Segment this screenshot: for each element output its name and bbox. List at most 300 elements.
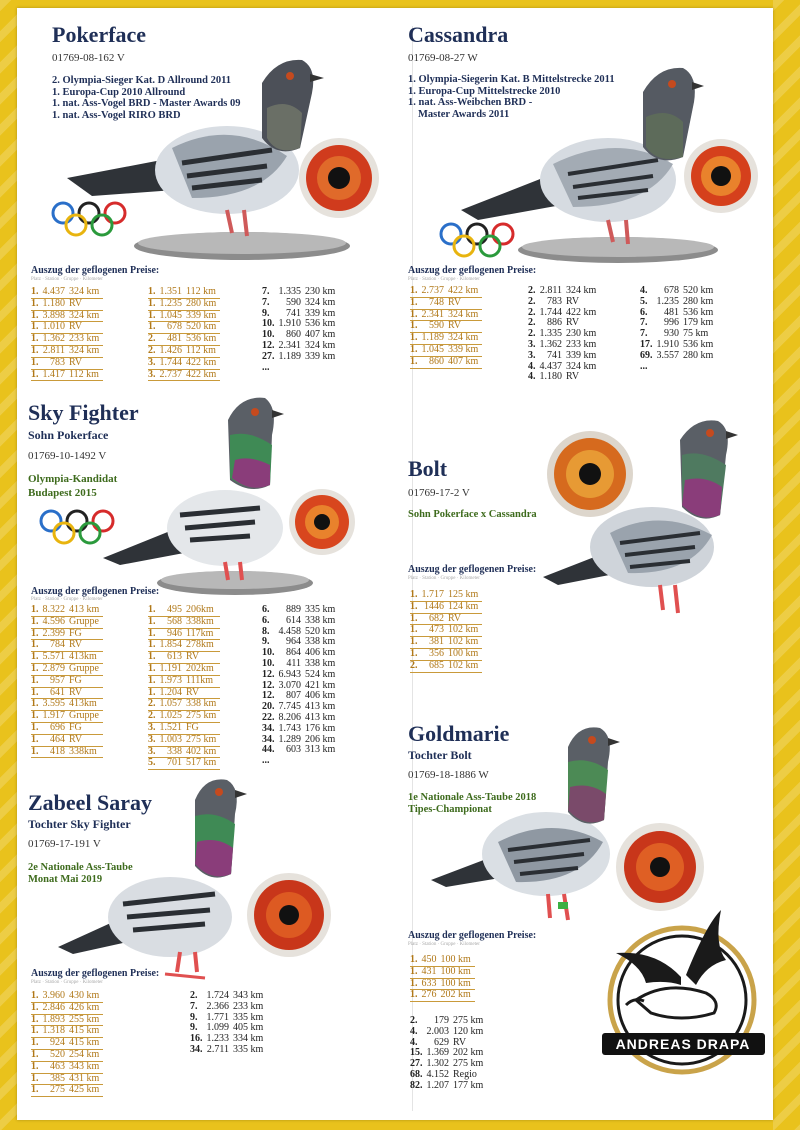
result-place: 1. xyxy=(148,663,160,675)
result-distance: 421 km xyxy=(305,679,336,691)
pigeon-name-sky-fighter: Sky Fighter xyxy=(28,400,139,425)
eye-photo-zabeel-saray xyxy=(246,872,332,958)
result-row xyxy=(31,1002,103,1014)
result-distance: 426 km xyxy=(69,1002,103,1014)
result-distance: 280 km xyxy=(683,295,714,307)
result-distance: 422 km xyxy=(448,286,482,297)
result-distance: 406 km xyxy=(305,647,336,659)
result-place: 1. xyxy=(31,675,43,687)
result-distance: 425 km xyxy=(69,1085,103,1097)
achievement-line: Monat Mai 2019 xyxy=(28,873,103,885)
result-row xyxy=(148,663,220,675)
result-distance: 338 km xyxy=(305,657,336,669)
result-row xyxy=(410,590,482,601)
result-birds: 1.744 xyxy=(160,357,187,369)
result-row xyxy=(31,310,103,322)
pigeon-photo-goldmarie xyxy=(428,722,638,934)
results-heading: Auszug der geflogenen Preise: xyxy=(31,265,160,276)
ring-number-zabeel-saray: 01769-17-191 V xyxy=(28,838,101,850)
result-row xyxy=(148,616,220,628)
pigeon-name-bolt: Bolt xyxy=(408,456,448,481)
result-place: 1. xyxy=(410,344,422,356)
result-distance: 520 km xyxy=(186,322,220,334)
result-birds: 1.025 xyxy=(160,711,187,723)
result-birds: 1.744 xyxy=(539,306,562,318)
results-table-zabeel-saray-1 xyxy=(31,991,103,1097)
result-distance xyxy=(305,363,339,374)
result-birds: 4.152 xyxy=(426,1068,449,1080)
result-distance: RV xyxy=(69,640,103,652)
result-birds: 1.045 xyxy=(160,310,187,322)
result-distance: 275 km xyxy=(186,711,220,723)
result-distance: 413km xyxy=(69,652,103,664)
result-distance: FG xyxy=(186,722,220,734)
achievement-line: Master Awards 2011 xyxy=(418,108,510,120)
result-distance: 430 km xyxy=(69,991,103,1002)
gold-pattern-right xyxy=(773,0,800,1130)
result-distance: 280 km xyxy=(186,298,220,310)
result-row xyxy=(31,687,103,699)
result-row xyxy=(148,628,220,640)
result-place: 2. xyxy=(528,285,536,296)
pigeon-photo-zabeel-saray xyxy=(55,772,260,987)
result-row xyxy=(410,955,475,966)
result-row xyxy=(31,357,103,369)
result-distance: 405 km xyxy=(233,1022,264,1034)
result-place: 1. xyxy=(31,1049,43,1061)
achievement-line: 2. Olympia-Sieger Kat. D Allround 2011 xyxy=(52,75,232,86)
result-place: 1. xyxy=(410,637,422,649)
result-birds: 520 xyxy=(43,1049,70,1061)
result-distance: 339 km xyxy=(448,344,482,356)
result-birds: 807 xyxy=(286,690,301,702)
result-row xyxy=(31,1061,103,1073)
result-distance: 313 km xyxy=(305,744,336,756)
result-row xyxy=(31,711,103,723)
result-birds: 996 xyxy=(664,317,679,329)
result-row xyxy=(31,699,103,711)
result-place: 1. xyxy=(410,990,422,1002)
result-place: 1. xyxy=(410,309,422,321)
result-row xyxy=(148,322,220,334)
result-place: 1. xyxy=(31,722,43,734)
result-place: 1. xyxy=(31,687,43,699)
pigeon-name-goldmarie: Goldmarie xyxy=(408,721,510,746)
result-distance: 415 km xyxy=(69,1038,103,1050)
result-place: 34. xyxy=(190,1043,203,1055)
result-place: 1. xyxy=(148,675,160,687)
result-row xyxy=(148,287,220,298)
result-place: 2. xyxy=(190,990,198,1001)
result-place: 10. xyxy=(262,329,275,341)
result-row xyxy=(528,297,600,308)
result-distance: 422 km xyxy=(186,357,220,369)
results-table-pokerface-1 xyxy=(31,287,103,381)
result-row xyxy=(31,616,103,628)
ring-number-pokerface: 01769-08-162 V xyxy=(52,52,125,64)
result-row xyxy=(148,357,220,369)
result-row xyxy=(148,687,220,699)
result-place: 2. xyxy=(148,699,160,711)
result-distance: 413 km xyxy=(69,605,103,616)
result-place: 1. xyxy=(410,955,422,966)
result-birds: 3.898 xyxy=(43,310,70,322)
result-birds: 2.711 xyxy=(206,1043,229,1055)
result-place: 3. xyxy=(528,349,536,361)
result-place: 1. xyxy=(31,991,43,1002)
results-table-cassandra-1 xyxy=(410,286,482,369)
andreas-drapa-logo xyxy=(596,905,771,1085)
result-place: 1. xyxy=(410,356,422,368)
result-row xyxy=(410,1027,487,1038)
result-place: 10. xyxy=(262,657,275,669)
result-birds: 473 xyxy=(422,625,449,637)
result-birds: 4.458 xyxy=(278,625,301,637)
result-place: 1. xyxy=(31,1014,43,1026)
result-birds: 568 xyxy=(160,616,187,628)
result-place: 1. xyxy=(410,966,422,978)
result-birds: 741 xyxy=(286,307,301,319)
result-place: 1. xyxy=(31,605,43,616)
result-row xyxy=(148,675,220,687)
result-birds: 4.437 xyxy=(43,287,70,298)
result-row xyxy=(148,640,220,652)
result-distance: 177 km xyxy=(453,1079,484,1091)
result-distance: 275 km xyxy=(453,1015,484,1026)
result-distance: 339 km xyxy=(305,350,336,362)
result-row xyxy=(410,309,482,321)
result-distance: 206 km xyxy=(305,733,336,745)
result-birds: 1.204 xyxy=(160,687,187,699)
result-place: 12. xyxy=(262,690,275,702)
gold-pattern-left xyxy=(0,0,17,1130)
result-row xyxy=(410,625,482,637)
result-place: 7. xyxy=(262,286,270,297)
results-table-sky-fighter-3 xyxy=(262,605,339,767)
result-row xyxy=(148,746,220,758)
result-birds: 179 xyxy=(434,1015,449,1026)
result-birds: 924 xyxy=(43,1038,70,1050)
result-place: 1. xyxy=(410,648,422,660)
result-birds: 1.207 xyxy=(426,1079,449,1091)
result-place: 1. xyxy=(148,640,160,652)
result-birds: 1.362 xyxy=(43,334,70,346)
results-table-pokerface-2 xyxy=(148,287,220,381)
result-distance: 324 km xyxy=(305,339,336,351)
ring-number-cassandra: 01769-08-27 W xyxy=(408,52,478,64)
result-row xyxy=(528,372,600,383)
result-birds: 741 xyxy=(547,349,562,361)
result-row xyxy=(410,344,482,356)
result-place: ... xyxy=(262,755,270,767)
result-birds: 2.003 xyxy=(426,1025,449,1037)
result-place: 1. xyxy=(148,310,160,322)
result-distance: 230 km xyxy=(566,328,597,340)
result-distance: 233 km xyxy=(566,338,597,350)
result-birds: 1.369 xyxy=(426,1047,449,1059)
result-row xyxy=(262,756,339,767)
result-row xyxy=(528,362,600,373)
result-birds: 1.910 xyxy=(278,318,301,330)
result-distance: RV xyxy=(448,613,482,625)
eye-photo-cassandra xyxy=(683,138,759,214)
result-place: 1. xyxy=(410,590,422,601)
result-birds: 1.893 xyxy=(43,1014,70,1026)
result-distance: 517 km xyxy=(186,758,220,770)
result-place: 5. xyxy=(640,295,648,307)
result-birds: 1.335 xyxy=(278,286,301,297)
result-place: 1. xyxy=(31,711,43,723)
result-distance: 202 km xyxy=(441,990,475,1002)
result-birds: 275 xyxy=(43,1085,70,1097)
result-place: 1. xyxy=(31,345,43,357)
result-birds: 784 xyxy=(43,640,70,652)
result-place: 17. xyxy=(640,338,653,350)
result-row xyxy=(31,991,103,1002)
result-birds: 338 xyxy=(160,746,187,758)
result-birds: 385 xyxy=(43,1073,70,1085)
result-place: 2. xyxy=(148,345,160,357)
result-place: 9. xyxy=(190,1022,198,1034)
result-place: 2. xyxy=(528,328,536,340)
result-distance: RV xyxy=(69,687,103,699)
result-distance: RV xyxy=(186,652,220,664)
result-birds: 946 xyxy=(160,628,187,640)
result-distance: 102 km xyxy=(448,660,482,672)
result-birds: 701 xyxy=(160,758,187,770)
result-birds: 629 xyxy=(434,1036,449,1048)
result-place: 9. xyxy=(262,307,270,319)
result-birds: 2.737 xyxy=(160,369,187,381)
result-place: 5. xyxy=(148,758,160,770)
result-birds: 682 xyxy=(422,613,449,625)
result-birds: 2.811 xyxy=(539,285,562,296)
result-distance: 100 km xyxy=(448,648,482,660)
result-birds: 4.596 xyxy=(43,616,70,628)
result-distance: 100 km xyxy=(441,955,475,966)
result-place: 3. xyxy=(148,746,160,758)
result-row xyxy=(31,652,103,664)
result-distance: FG xyxy=(69,675,103,687)
achievement-line: 1. Olympia-Siegerin Kat. B Mittelstrecke 2011 xyxy=(408,74,615,85)
result-distance: 112 km xyxy=(69,369,103,381)
result-place: 1. xyxy=(148,687,160,699)
result-distance: 536 km xyxy=(305,318,336,330)
result-row xyxy=(31,675,103,687)
result-birds: 1.910 xyxy=(656,338,679,350)
result-birds: 7.745 xyxy=(278,701,301,713)
result-place: 1. xyxy=(410,613,422,625)
result-distance: 415 km xyxy=(69,1026,103,1038)
result-row xyxy=(262,670,339,681)
result-place: 1. xyxy=(31,1085,43,1097)
result-place: ... xyxy=(640,360,648,372)
eye-photo-sky-fighter xyxy=(288,488,356,556)
result-birds: 1.351 xyxy=(160,287,187,298)
result-place: 1. xyxy=(148,298,160,310)
result-row xyxy=(262,616,339,627)
result-row xyxy=(31,746,103,758)
result-row xyxy=(410,648,482,660)
result-distance: 120 km xyxy=(453,1025,484,1037)
result-row xyxy=(31,298,103,310)
result-distance: 280 km xyxy=(683,349,714,361)
achievement-line: Olympia-Kandidat xyxy=(28,473,118,485)
result-birds: 860 xyxy=(422,356,449,368)
result-birds: 5.571 xyxy=(43,652,70,664)
result-place: 1. xyxy=(31,628,43,640)
results-heading: Auszug der geflogenen Preise: xyxy=(408,930,537,941)
result-birds: 2.737 xyxy=(422,286,449,297)
result-place: 1. xyxy=(31,699,43,711)
result-place: 1. xyxy=(31,652,43,664)
achievement-line: 1. Europa-Cup 2010 Allround xyxy=(52,86,186,98)
result-row xyxy=(31,1026,103,1038)
result-distance: 233 km xyxy=(233,1000,264,1012)
result-birds: 356 xyxy=(422,648,449,660)
achievement-line: 1. nat. Ass-Weibchen BRD - xyxy=(408,97,533,109)
result-distance: 102 km xyxy=(448,625,482,637)
result-place: 1. xyxy=(410,286,422,297)
achievement-line: Tipes-Championat xyxy=(408,803,492,815)
results-table-zabeel-saray-2 xyxy=(190,991,267,1056)
result-distance: RV xyxy=(566,317,580,329)
pigeon-name-cassandra: Cassandra xyxy=(408,22,509,47)
result-row xyxy=(148,605,220,616)
pigeon-subtitle-zabeel-saray: Tochter Sky Fighter xyxy=(28,817,131,831)
result-birds: 783 xyxy=(547,295,562,307)
result-birds: 463 xyxy=(43,1061,70,1073)
result-distance: 413 km xyxy=(305,701,336,713)
result-place: 2. xyxy=(528,306,536,318)
pigeon-name-pokerface: Pokerface xyxy=(52,22,147,47)
result-row xyxy=(148,310,220,322)
result-birds: 864 xyxy=(286,647,301,659)
result-row xyxy=(31,322,103,334)
result-place: 6. xyxy=(262,604,270,615)
result-birds: 783 xyxy=(43,357,70,369)
result-row xyxy=(640,297,717,308)
achievement-line: 1. nat. Ass-Vogel BRD - Master Awards 09 xyxy=(52,98,241,110)
result-row xyxy=(31,287,103,298)
result-row xyxy=(31,628,103,640)
result-birds: 450 xyxy=(422,955,441,966)
result-place: 1. xyxy=(31,616,43,628)
result-distance: 202km xyxy=(186,663,220,675)
result-distance: RV xyxy=(69,298,103,310)
result-place: 8. xyxy=(262,625,270,637)
result-distance: 338km xyxy=(186,616,220,628)
result-row xyxy=(410,356,482,368)
result-distance: FG xyxy=(69,722,103,734)
result-distance: 324 km xyxy=(448,309,482,321)
result-row xyxy=(31,663,103,675)
result-distance: 100 km xyxy=(441,966,475,978)
result-distance: 324 km xyxy=(305,296,336,308)
result-row xyxy=(262,363,339,374)
result-row xyxy=(410,637,482,649)
result-place: 34. xyxy=(262,722,275,734)
result-row xyxy=(262,724,339,735)
result-birds: 860 xyxy=(286,329,301,341)
result-row xyxy=(528,286,600,297)
result-birds: 1.854 xyxy=(160,640,187,652)
logo-text: ANDREAS DRAPA xyxy=(615,1036,751,1052)
result-birds: 2.846 xyxy=(43,1002,70,1014)
result-place: 1. xyxy=(31,287,43,298)
result-birds: 2.341 xyxy=(422,309,449,321)
results-table-sky-fighter-1 xyxy=(31,605,103,758)
result-distance: 335 km xyxy=(233,1043,264,1055)
ring-number-goldmarie: 01769-18-1886 W xyxy=(408,769,489,781)
result-distance: Gruppe xyxy=(69,663,103,675)
result-distance: 422 km xyxy=(566,306,597,318)
result-distance: 324 km xyxy=(69,287,103,298)
result-birds: 685 xyxy=(422,660,449,672)
result-place: 1. xyxy=(148,605,160,616)
result-place: 1. xyxy=(31,1061,43,1073)
result-place: 1. xyxy=(410,321,422,333)
result-distance: 324 km xyxy=(69,345,103,357)
result-distance: 431 km xyxy=(69,1073,103,1085)
result-distance: 75 km xyxy=(683,328,709,340)
result-birds: 1.521 xyxy=(160,722,187,734)
result-birds: 889 xyxy=(286,604,301,615)
result-distance: 339 km xyxy=(186,310,220,322)
result-row xyxy=(410,297,482,309)
result-row xyxy=(31,345,103,357)
result-birds: 590 xyxy=(422,321,449,333)
results-table-goldmarie-1 xyxy=(410,955,475,1002)
result-row xyxy=(410,966,475,978)
results-subheading: Platz · Station · Gruppe · Kilometer xyxy=(408,277,480,282)
result-row xyxy=(148,711,220,723)
result-place: 1. xyxy=(31,1026,43,1038)
result-distance: 524 km xyxy=(305,668,336,680)
result-place: 20. xyxy=(262,701,275,713)
result-row xyxy=(148,652,220,664)
result-birds: 481 xyxy=(160,334,187,346)
result-birds: 1.180 xyxy=(43,298,70,310)
result-place: 9. xyxy=(190,1011,198,1023)
result-row xyxy=(31,1038,103,1050)
result-distance: RV xyxy=(566,295,580,307)
result-birds: 1.289 xyxy=(278,733,301,745)
result-distance: 520 km xyxy=(683,285,714,296)
results-subheading: Platz · Station · Gruppe · Kilometer xyxy=(31,597,103,602)
result-birds: 696 xyxy=(43,722,70,734)
result-birds: 2.341 xyxy=(278,339,301,351)
result-birds: 481 xyxy=(664,306,679,318)
result-place: 22. xyxy=(262,711,275,723)
result-birds: 964 xyxy=(286,636,301,648)
achievement-line: Sohn Pokerface x Cassandra xyxy=(408,509,537,520)
result-place: 12. xyxy=(262,679,275,691)
result-distance: RV xyxy=(69,357,103,369)
result-distance: 275 km xyxy=(186,734,220,746)
result-birds: 4.437 xyxy=(539,360,562,372)
result-distance: 124 km xyxy=(448,601,482,613)
result-place: 7. xyxy=(262,296,270,308)
result-place: 12. xyxy=(262,668,275,680)
result-birds: 1.189 xyxy=(278,350,301,362)
result-distance: 536 km xyxy=(186,334,220,346)
result-birds: 1.318 xyxy=(43,1026,70,1038)
results-table-pokerface-3 xyxy=(262,287,339,373)
pigeon-subtitle-goldmarie: Tochter Bolt xyxy=(408,748,472,762)
result-distance: 334 km xyxy=(233,1033,264,1045)
result-row xyxy=(148,758,220,770)
